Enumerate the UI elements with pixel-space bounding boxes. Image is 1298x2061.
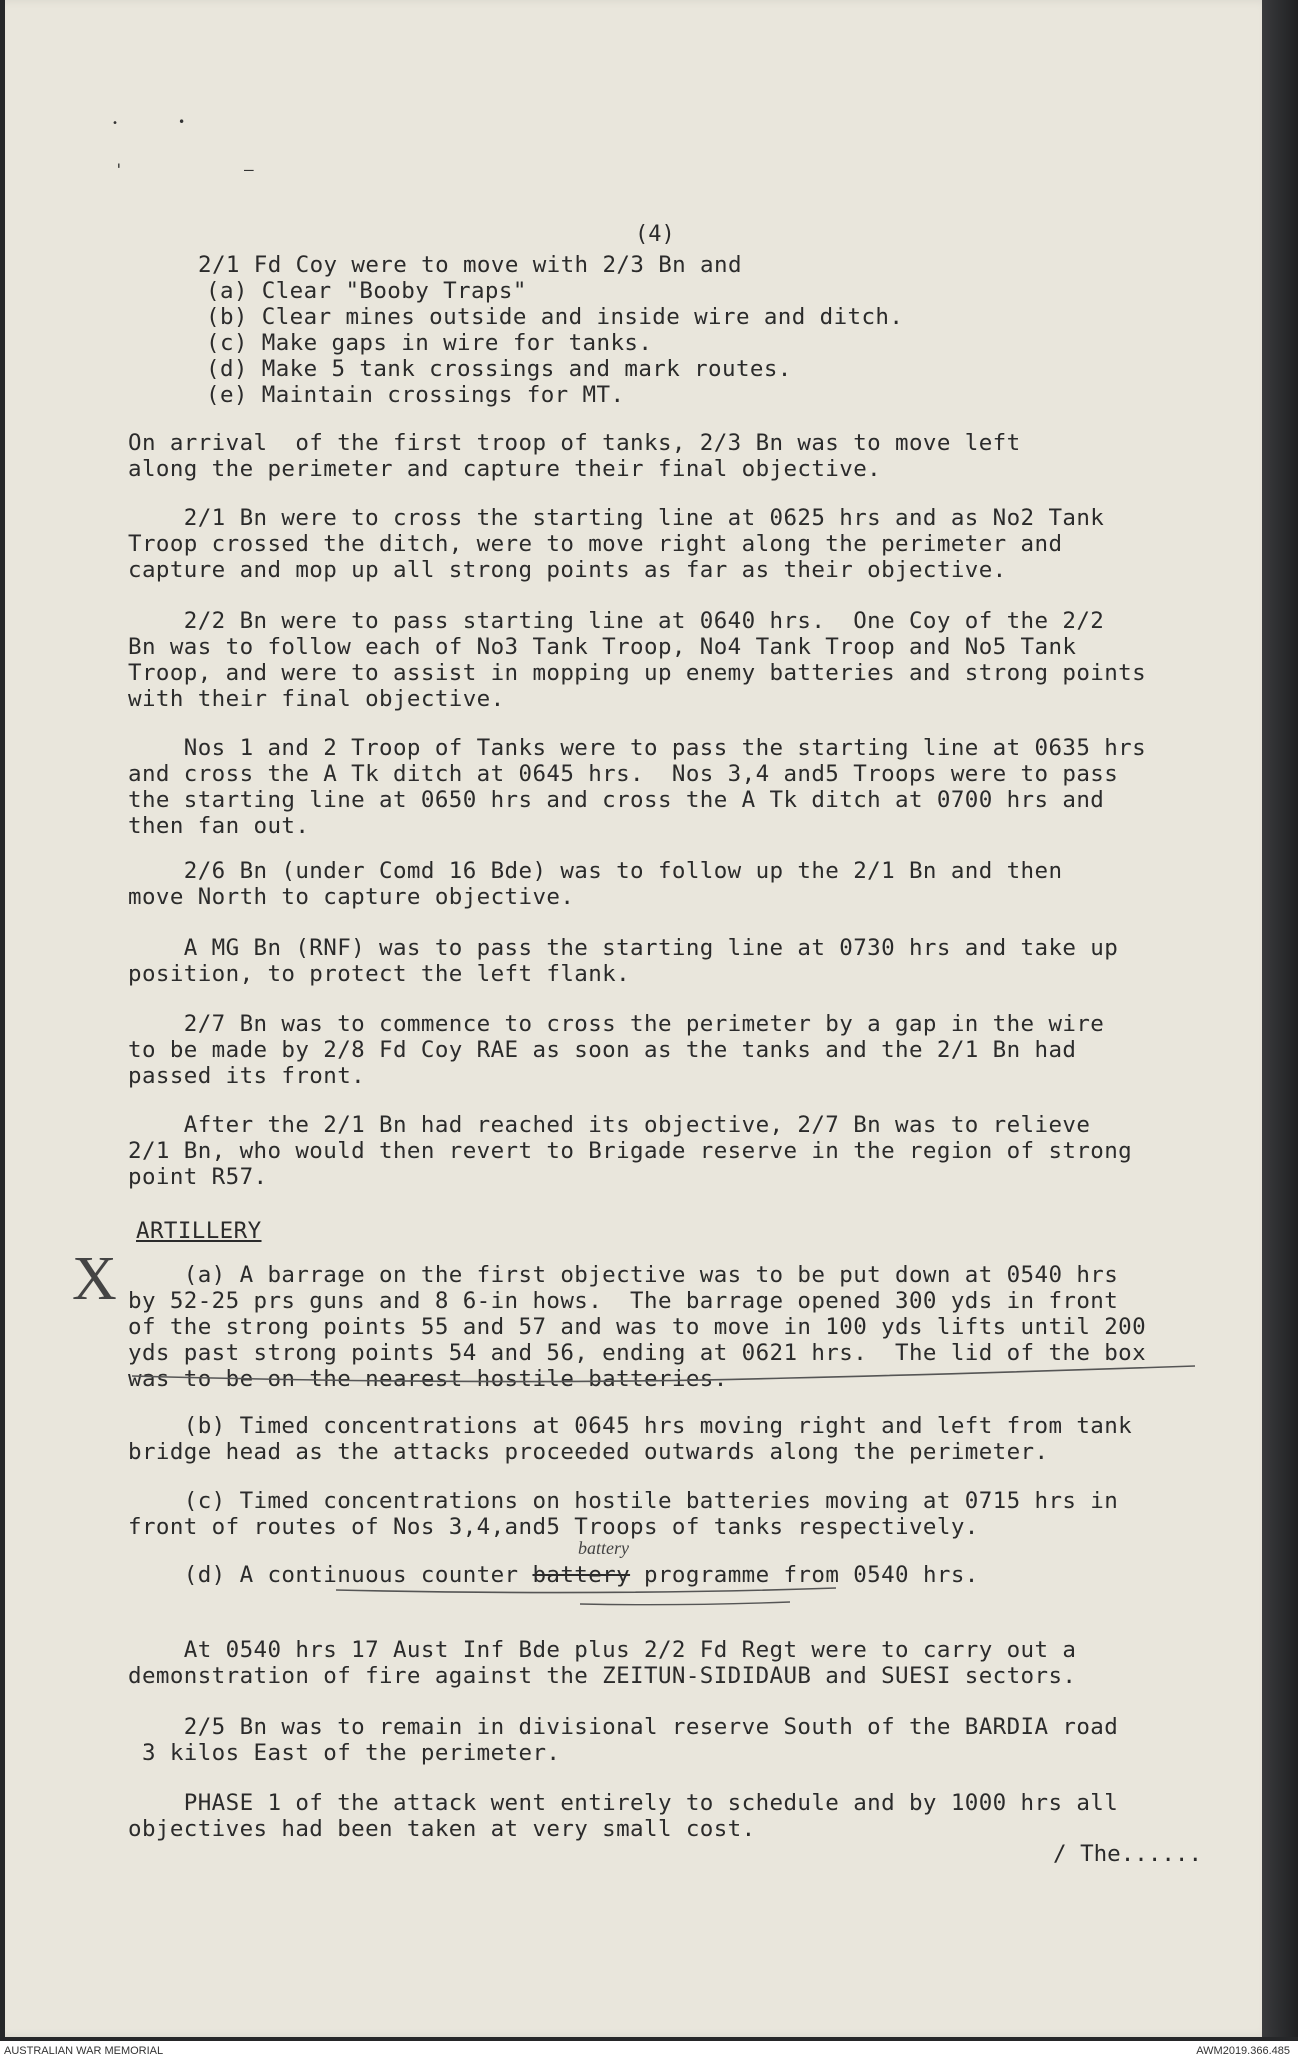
artillery-item-line: bridge head as the attacks proceeded outwards along the perimeter. bbox=[128, 1439, 1049, 1465]
body-paragraph-line: 2/6 Bn (under Comd 16 Bde) was to follow up the 2/1 Bn and then bbox=[128, 858, 1063, 884]
body-paragraph-line: position, to protect the left flank. bbox=[128, 961, 631, 987]
ink-dot: • bbox=[178, 115, 186, 129]
intro-list-item: (c) Make gaps in wire for tanks. bbox=[206, 330, 653, 356]
body-paragraph-line: passed its front. bbox=[128, 1063, 366, 1089]
body-paragraph-line: Bn was to follow each of No3 Tank Troop, No4 Tank Troop and No5 Tank bbox=[128, 634, 1077, 660]
intro-line: 2/1 Fd Coy were to move with 2/3 Bn and bbox=[198, 252, 742, 278]
intro-list-item: (b) Clear mines outside and inside wire and ditch. bbox=[206, 304, 904, 330]
artillery-item-line: by 52-25 prs guns and 8 6-in hows. The barrage opened 300 yds in front bbox=[128, 1288, 1119, 1314]
body-paragraph-line: After the 2/1 Bn had reached its objective, 2/7 Bn was to relieve bbox=[128, 1112, 1091, 1138]
item-d-prefix: (d) A continuous counter bbox=[128, 1562, 533, 1588]
closing-paragraph-line: demonstration of fire against the ZEITUN-SIDIDAUB and SUESI sectors. bbox=[128, 1663, 1077, 1689]
artillery-item-line: front of routes of Nos 3,4,and5 Troops of tanks respectively. bbox=[128, 1514, 979, 1540]
archive-footer bbox=[0, 2041, 1298, 2061]
ink-dot: • bbox=[112, 118, 119, 129]
struck-word: battery bbox=[532, 1562, 631, 1588]
ink-stroke: ' bbox=[114, 160, 124, 179]
closing-paragraph-line: objectives had been taken at very small cost. bbox=[128, 1816, 756, 1842]
section-heading-artillery: ARTILLERY bbox=[136, 1218, 262, 1244]
intro-list-item: (d) Make 5 tank crossings and mark routes. bbox=[206, 356, 792, 382]
artillery-item-d bbox=[128, 1562, 1248, 1588]
body-paragraph-line: along the perimeter and capture their final objective. bbox=[128, 456, 882, 482]
artillery-item-line: (b) Timed concentrations at 0645 hrs moving right and left from tank bbox=[128, 1413, 1133, 1439]
body-paragraph-line: 2/7 Bn was to commence to cross the perimeter by a gap in the wire bbox=[128, 1011, 1105, 1037]
body-paragraph-line: 2/1 Bn were to cross the starting line at 0625 hrs and as No2 Tank bbox=[128, 505, 1105, 531]
artillery-item-line: of the strong points 55 and 57 and was to move in 100 yds lifts until 200 bbox=[128, 1314, 1147, 1340]
body-paragraph-line: On arrival of the first troop of tanks, 2/3 Bn was to move left bbox=[128, 430, 1021, 456]
body-paragraph-line: Troop, and were to assist in mopping up enemy batteries and strong points bbox=[128, 660, 1147, 686]
continuation-mark: / The...... bbox=[1053, 1841, 1203, 1867]
closing-paragraph-line: At 0540 hrs 17 Aust Inf Bde plus 2/2 Fd Regt were to carry out a bbox=[128, 1637, 1077, 1663]
body-paragraph-line: the starting line at 0650 hrs and cross the A Tk ditch at 0700 hrs and bbox=[128, 787, 1105, 813]
body-paragraph-line: with their final objective. bbox=[128, 686, 505, 712]
artillery-item-line: was to be on the nearest hostile batteries. bbox=[128, 1366, 728, 1392]
margin-cross-mark: X bbox=[72, 1245, 117, 1313]
page-number: (4) bbox=[635, 222, 675, 247]
footer-reference: AWM2019.366.485 bbox=[1196, 2045, 1290, 2057]
body-paragraph-line: capture and mop up all strong points as far as their objective. bbox=[128, 557, 1007, 583]
artillery-item-line: (c) Timed concentrations on hostile batteries moving at 0715 hrs in bbox=[128, 1488, 1119, 1514]
ink-stroke: – bbox=[244, 160, 254, 179]
body-paragraph-line: Nos 1 and 2 Troop of Tanks were to pass the starting line at 0635 hrs bbox=[128, 735, 1147, 761]
handwritten-correction: battery bbox=[578, 1538, 629, 1558]
body-paragraph-line: 2/2 Bn were to pass starting line at 0640 hrs. One Coy of the 2/2 bbox=[128, 608, 1105, 634]
body-paragraph-line: to be made by 2/8 Fd Coy RAE as soon as the tanks and the 2/1 Bn had bbox=[128, 1037, 1077, 1063]
closing-paragraph-line: 2/5 Bn was to remain in divisional reserve South of the BARDIA road bbox=[128, 1714, 1119, 1740]
intro-list-item: (a) Clear "Booby Traps" bbox=[206, 278, 527, 304]
artillery-item-line: yds past strong points 54 and 56, ending at 0621 hrs. The lid of the box bbox=[128, 1340, 1147, 1366]
body-paragraph-line: 2/1 Bn, who would then revert to Brigade reserve in the region of strong bbox=[128, 1138, 1133, 1164]
closing-paragraph-line: PHASE 1 of the attack went entirely to schedule and by 1000 hrs all bbox=[128, 1790, 1119, 1816]
intro-list-item: (e) Maintain crossings for MT. bbox=[206, 382, 625, 408]
closing-paragraph-line: 3 kilos East of the perimeter. bbox=[128, 1740, 561, 1766]
artillery-item-line: (a) A barrage on the first objective was to be put down at 0540 hrs bbox=[128, 1262, 1119, 1288]
body-paragraph-line: A MG Bn (RNF) was to pass the starting line at 0730 hrs and take up bbox=[128, 935, 1119, 961]
body-paragraph-line: and cross the A Tk ditch at 0645 hrs. Nos 3,4 and5 Troops were to pass bbox=[128, 761, 1119, 787]
body-paragraph-line: move North to capture objective. bbox=[128, 884, 575, 910]
body-paragraph-line: point R57. bbox=[128, 1164, 268, 1190]
body-paragraph-line: then fan out. bbox=[128, 813, 310, 839]
footer-source: AUSTRALIAN WAR MEMORIAL bbox=[4, 2045, 164, 2057]
item-d-suffix: programme from 0540 hrs. bbox=[630, 1562, 979, 1588]
body-paragraph-line: Troop crossed the ditch, were to move right along the perimeter and bbox=[128, 531, 1063, 557]
